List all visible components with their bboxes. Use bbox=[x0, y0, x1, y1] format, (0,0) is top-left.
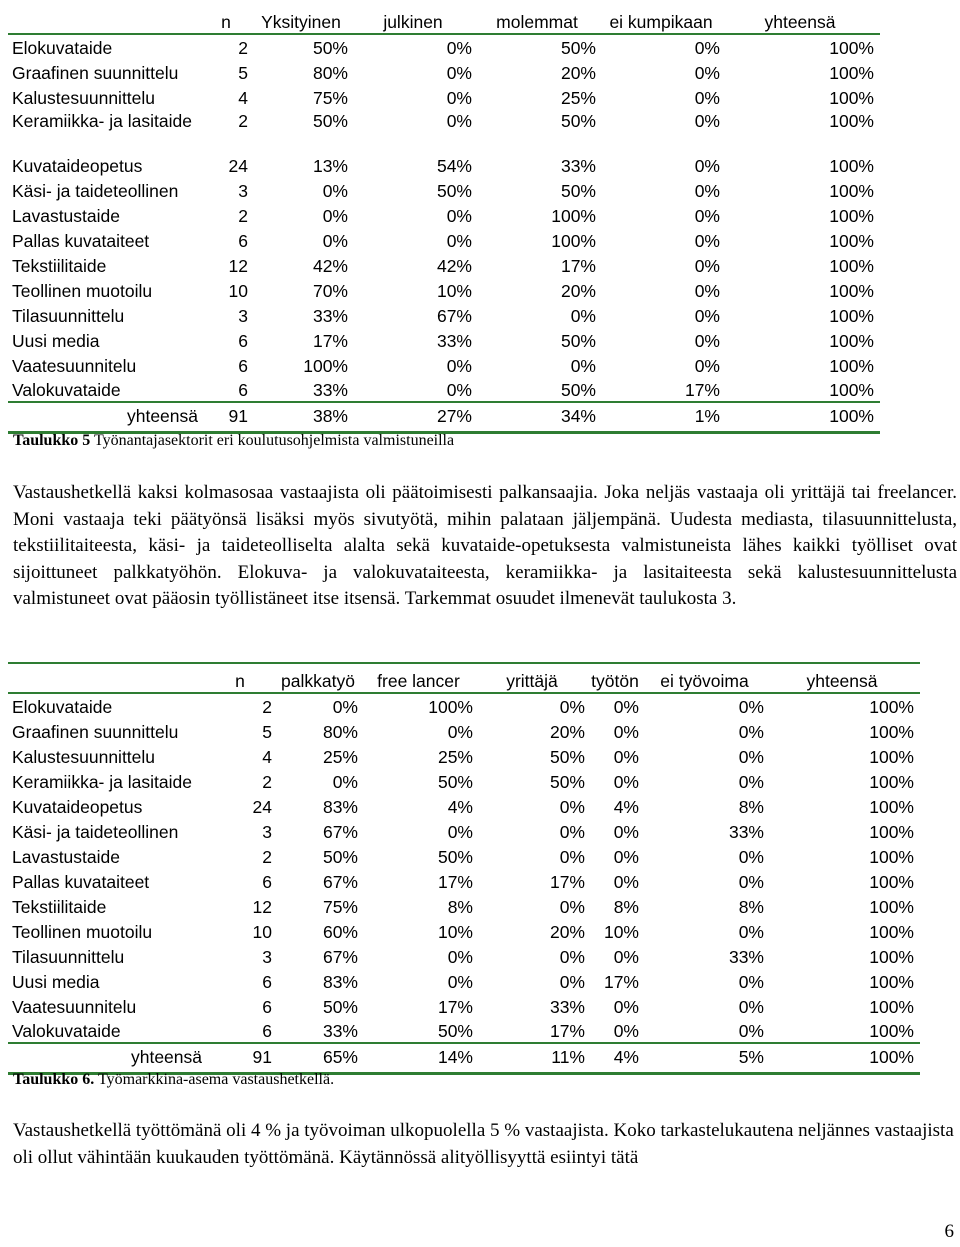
table-cell: 0% bbox=[446, 38, 472, 58]
column-header: molemmat bbox=[496, 12, 578, 32]
table-cell: 0% bbox=[694, 111, 720, 131]
table-cell: 2 bbox=[262, 847, 272, 867]
table-cell: 100% bbox=[869, 797, 914, 817]
table-cell: 17% bbox=[684, 380, 720, 400]
row-label: Valokuvataide bbox=[12, 380, 121, 400]
row-label: Vaatesuunnitelu bbox=[12, 997, 137, 1017]
table-cell: 100% bbox=[829, 331, 874, 351]
table-cell: 50% bbox=[560, 111, 596, 131]
table-cell: 100% bbox=[869, 997, 914, 1017]
total-cell: 4% bbox=[613, 1047, 639, 1068]
table-cell: 100% bbox=[869, 872, 914, 892]
row-label: Lavastustaide bbox=[12, 206, 120, 226]
table-row bbox=[8, 84, 880, 109]
table-cell: 20% bbox=[549, 722, 585, 742]
table-cell: 2 bbox=[262, 697, 272, 717]
table-row bbox=[8, 352, 880, 377]
table-cell: 0% bbox=[694, 88, 720, 108]
table-cell: 50% bbox=[560, 38, 596, 58]
table-cell: 0% bbox=[694, 38, 720, 58]
row-label: Teollinen muotoilu bbox=[12, 922, 153, 942]
row-label: Tilasuunnittelu bbox=[12, 947, 125, 967]
table-cell: 100% bbox=[829, 281, 874, 301]
table-cell: 67% bbox=[322, 947, 358, 967]
table-cell: 0% bbox=[694, 356, 720, 376]
table-row bbox=[8, 718, 920, 743]
table-cell: 100% bbox=[829, 156, 874, 176]
table-cell: 50% bbox=[437, 1021, 473, 1041]
table-cell: 42% bbox=[312, 256, 348, 276]
table-cell: 2 bbox=[238, 111, 248, 131]
table-cell: 0% bbox=[322, 231, 348, 251]
table-row bbox=[8, 893, 920, 918]
table-cell: 0% bbox=[613, 747, 639, 767]
table-cell: 3 bbox=[262, 822, 272, 842]
row-label: Uusi media bbox=[12, 972, 100, 992]
table-cell: 100% bbox=[869, 772, 914, 792]
total-cell: 91 bbox=[252, 1047, 272, 1068]
total-cell: 91 bbox=[228, 406, 248, 427]
table-row bbox=[8, 868, 920, 893]
table-cell: 75% bbox=[312, 88, 348, 108]
table-cell: 100% bbox=[428, 697, 473, 717]
total-label: yhteensä bbox=[130, 1047, 202, 1068]
table-row bbox=[8, 1018, 920, 1043]
row-label: Teollinen muotoilu bbox=[12, 281, 153, 301]
table-cell: 50% bbox=[437, 847, 473, 867]
total-cell: 65% bbox=[322, 1047, 358, 1068]
table-cell: 100% bbox=[829, 306, 874, 326]
table-row bbox=[8, 277, 880, 302]
table-cell: 50% bbox=[437, 772, 473, 792]
table-cell: 17% bbox=[549, 1021, 585, 1041]
table-cell: 100% bbox=[551, 231, 596, 251]
table-cell: 17% bbox=[549, 872, 585, 892]
table-cell: 2 bbox=[238, 206, 248, 226]
table-cell: 3 bbox=[238, 181, 248, 201]
header-blank bbox=[8, 663, 208, 693]
row-label: Kalustesuunnittelu bbox=[12, 88, 156, 108]
table-cell: 0% bbox=[447, 947, 473, 967]
table-cell: 6 bbox=[262, 872, 272, 892]
total-row bbox=[8, 1043, 920, 1073]
table-cell: 100% bbox=[869, 922, 914, 942]
table-cell: 0% bbox=[694, 206, 720, 226]
caption-text: Työmarkkina-asema vastaushetkellä. bbox=[94, 1071, 335, 1088]
table-cell: 6 bbox=[238, 356, 248, 376]
table-cell: 100% bbox=[829, 88, 874, 108]
table-row bbox=[8, 793, 920, 818]
table-cell: 33% bbox=[549, 997, 585, 1017]
column-header: yhteensä bbox=[806, 671, 878, 691]
table-cell: 42% bbox=[436, 256, 472, 276]
table-row bbox=[8, 202, 880, 227]
table-cell: 2 bbox=[262, 772, 272, 792]
table-cell: 6 bbox=[262, 1021, 272, 1041]
table-cell: 0% bbox=[559, 947, 585, 967]
table-row bbox=[8, 993, 920, 1018]
table-cell: 0% bbox=[446, 88, 472, 108]
table-row bbox=[8, 918, 920, 943]
table-cell: 20% bbox=[560, 63, 596, 83]
table-cell: 8% bbox=[613, 897, 639, 917]
table-cell: 0% bbox=[738, 997, 764, 1017]
table-cell: 0% bbox=[570, 306, 596, 326]
table-row bbox=[8, 943, 920, 968]
table-cell: 0% bbox=[559, 797, 585, 817]
table-row bbox=[8, 109, 880, 152]
table-6-caption bbox=[13, 1071, 334, 1089]
table-cell: 33% bbox=[728, 822, 764, 842]
table-cell: 50% bbox=[322, 847, 358, 867]
table-cell: 0% bbox=[446, 356, 472, 376]
row-label: Keramiikka- ja lasitaide bbox=[12, 772, 192, 792]
column-header: free lancer bbox=[377, 671, 460, 691]
page-number: 6 bbox=[944, 1221, 954, 1242]
table-cell: 100% bbox=[829, 206, 874, 226]
row-label: Kuvataideopetus bbox=[12, 156, 143, 176]
table-cell: 6 bbox=[238, 331, 248, 351]
table-cell: 3 bbox=[238, 306, 248, 326]
body-paragraph: Vastaushetkellä työttömänä oli 4 % ja työvoiman ulkopuolella 5 % vastaajista. Koko tarkastelukautena neljännes vastaajista oli ollut vähintään kuukauden työttömänä. Käytännössä alityöllisyyttä esiintyi tätä bbox=[13, 1120, 954, 1168]
table-cell: 0% bbox=[570, 356, 596, 376]
table-cell: 4 bbox=[262, 747, 272, 767]
table-cell: 0% bbox=[332, 697, 358, 717]
table-cell: 6 bbox=[262, 972, 272, 992]
row-label: Elokuvataide bbox=[12, 38, 113, 58]
table-cell: 50% bbox=[560, 380, 596, 400]
table-cell: 100% bbox=[829, 256, 874, 276]
table-cell: 100% bbox=[551, 206, 596, 226]
row-label: Käsi- ja taideteollinen bbox=[12, 181, 179, 201]
table-cell: 6 bbox=[262, 997, 272, 1017]
total-cell: 14% bbox=[437, 1047, 473, 1068]
table-cell: 13% bbox=[312, 156, 348, 176]
table-cell: 8% bbox=[447, 897, 473, 917]
table-cell: 6 bbox=[238, 380, 248, 400]
table-header-row bbox=[8, 663, 920, 693]
row-label: Graafinen suunnittelu bbox=[12, 722, 179, 742]
table-cell: 83% bbox=[322, 972, 358, 992]
table-cell: 0% bbox=[738, 847, 764, 867]
table-cell: 5 bbox=[238, 63, 248, 83]
table-cell: 25% bbox=[437, 747, 473, 767]
table-5-caption bbox=[13, 432, 454, 450]
table-cell: 0% bbox=[613, 722, 639, 742]
table-row bbox=[8, 377, 880, 402]
row-label: Pallas kuvataiteet bbox=[12, 231, 150, 251]
table-cell: 0% bbox=[738, 747, 764, 767]
table-cell: 12 bbox=[228, 256, 248, 276]
table-row bbox=[8, 843, 920, 868]
table-cell: 20% bbox=[560, 281, 596, 301]
table-cell: 12 bbox=[252, 897, 272, 917]
table-cell: 0% bbox=[694, 256, 720, 276]
column-header: ei työvoima bbox=[660, 671, 749, 691]
table-cell: 0% bbox=[738, 1021, 764, 1041]
table-cell: 17% bbox=[312, 331, 348, 351]
column-header: n bbox=[235, 671, 245, 691]
total-cell: 5% bbox=[738, 1047, 764, 1068]
table-cell: 5 bbox=[262, 722, 272, 742]
table-cell: 0% bbox=[446, 206, 472, 226]
table-5 bbox=[8, 6, 880, 434]
table-cell: 10% bbox=[436, 281, 472, 301]
table-cell: 0% bbox=[738, 697, 764, 717]
caption-label: Taulukko 5 bbox=[13, 432, 91, 449]
table-cell: 100% bbox=[869, 847, 914, 867]
total-cell: 1% bbox=[694, 406, 720, 427]
table-cell: 0% bbox=[613, 872, 639, 892]
table-row bbox=[8, 968, 920, 993]
table-cell: 0% bbox=[694, 181, 720, 201]
table-row bbox=[8, 327, 880, 352]
table-cell: 100% bbox=[829, 38, 874, 58]
row-label: Tekstiilitaide bbox=[12, 256, 107, 276]
caption-text: Työnantajasektorit eri koulutusohjelmista valmistuneilla bbox=[90, 432, 455, 449]
table-cell: 0% bbox=[322, 181, 348, 201]
row-label: Lavastustaide bbox=[12, 847, 120, 867]
table-row bbox=[8, 152, 880, 177]
table-cell: 100% bbox=[869, 947, 914, 967]
table-cell: 0% bbox=[447, 822, 473, 842]
table-cell: 0% bbox=[613, 847, 639, 867]
table-cell: 17% bbox=[560, 256, 596, 276]
table-cell: 4 bbox=[238, 88, 248, 108]
table-cell: 2 bbox=[238, 38, 248, 58]
table-cell: 100% bbox=[869, 897, 914, 917]
row-label: Tilasuunnittelu bbox=[12, 306, 125, 326]
table-row bbox=[8, 693, 920, 718]
table-row bbox=[8, 302, 880, 327]
table-cell: 24 bbox=[228, 156, 248, 176]
table-cell: 0% bbox=[322, 206, 348, 226]
column-header: yhteensä bbox=[764, 12, 836, 32]
table-cell: 60% bbox=[322, 922, 358, 942]
table-row bbox=[8, 34, 880, 59]
table-cell: 0% bbox=[559, 972, 585, 992]
body-paragraph: Vastaushetkellä kaksi kolmasosaa vastaajista oli päätoimisesti palkansaajia. Joka neljäs vastaaja oli yrittäjä tai freelancer. Moni vastaaja teki päätyönsä lisäksi myös sivutyötä, mihin palataan jäljempänä. Uudesta mediasta, tilasuunnittelusta, tekstiilitaiteesta, käsi- ja taideteolliselta alalta sekä kuvataide-opetuksesta valmistuneista lähes kaikki työlliset ovat sijoittuneet palkkatyöhön. Elokuva- ja valokuvataiteesta, keramiikka- ja lasitaiteesta sekä kalustesuunnittelusta valmistuneet ovat pääosin työllistäneet itse itsensä. Tarkemmat osuudet ilmenevät taulukosta 3. bbox=[13, 482, 957, 609]
row-label: Tekstiilitaide bbox=[12, 897, 107, 917]
table-cell: 100% bbox=[303, 356, 348, 376]
table-cell: 100% bbox=[829, 63, 874, 83]
table-cell: 83% bbox=[322, 797, 358, 817]
table-cell: 33% bbox=[312, 380, 348, 400]
table-cell: 17% bbox=[437, 872, 473, 892]
table-cell: 0% bbox=[447, 722, 473, 742]
table-cell: 25% bbox=[322, 747, 358, 767]
table-cell: 33% bbox=[728, 947, 764, 967]
table-cell: 50% bbox=[322, 997, 358, 1017]
table-cell: 80% bbox=[322, 722, 358, 742]
row-label: Valokuvataide bbox=[12, 1021, 121, 1041]
column-header: n bbox=[221, 12, 231, 32]
table-cell: 8% bbox=[738, 797, 764, 817]
table-cell: 0% bbox=[613, 947, 639, 967]
table-cell: 0% bbox=[738, 922, 764, 942]
table-cell: 70% bbox=[312, 281, 348, 301]
table-cell: 100% bbox=[869, 972, 914, 992]
table-cell: 50% bbox=[560, 181, 596, 201]
table-cell: 0% bbox=[559, 847, 585, 867]
table-cell: 17% bbox=[603, 972, 639, 992]
table-cell: 50% bbox=[312, 38, 348, 58]
table-cell: 50% bbox=[436, 181, 472, 201]
table-row bbox=[8, 743, 920, 768]
table-cell: 100% bbox=[869, 822, 914, 842]
table-cell: 4% bbox=[447, 797, 473, 817]
row-label: Keramiikka- ja lasitaide bbox=[12, 111, 192, 131]
table-cell: 100% bbox=[869, 722, 914, 742]
table-cell: 100% bbox=[869, 747, 914, 767]
row-label: Kuvataideopetus bbox=[12, 797, 143, 817]
table-cell: 0% bbox=[447, 972, 473, 992]
column-header: palkkatyö bbox=[281, 671, 355, 691]
column-header: työtön bbox=[591, 671, 639, 691]
table-cell: 10 bbox=[228, 281, 248, 301]
table-cell: 33% bbox=[322, 1021, 358, 1041]
row-label: Uusi media bbox=[12, 331, 100, 351]
table-cell: 0% bbox=[694, 306, 720, 326]
column-header: Yksityinen bbox=[261, 12, 341, 32]
total-cell: 100% bbox=[829, 406, 874, 427]
table-cell: 0% bbox=[738, 722, 764, 742]
table-cell: 67% bbox=[436, 306, 472, 326]
total-label: yhteensä bbox=[126, 406, 198, 427]
table-cell: 50% bbox=[549, 747, 585, 767]
table-cell: 6 bbox=[238, 231, 248, 251]
table-cell: 8% bbox=[738, 897, 764, 917]
table-cell: 0% bbox=[613, 1021, 639, 1041]
table-cell: 0% bbox=[694, 281, 720, 301]
row-label: Vaatesuunnitelu bbox=[12, 356, 137, 376]
total-cell: 34% bbox=[560, 406, 596, 427]
table-cell: 20% bbox=[549, 922, 585, 942]
table-cell: 0% bbox=[613, 772, 639, 792]
table-cell: 50% bbox=[312, 111, 348, 131]
table-row bbox=[8, 177, 880, 202]
table-cell: 10% bbox=[603, 922, 639, 942]
table-cell: 0% bbox=[332, 772, 358, 792]
table-cell: 67% bbox=[322, 822, 358, 842]
total-cell: 38% bbox=[312, 406, 348, 427]
table-cell: 0% bbox=[613, 822, 639, 842]
row-label: Käsi- ja taideteollinen bbox=[12, 822, 179, 842]
table-cell: 4% bbox=[613, 797, 639, 817]
table-cell: 0% bbox=[446, 63, 472, 83]
table-cell: 100% bbox=[829, 380, 874, 400]
row-label: Elokuvataide bbox=[12, 697, 113, 717]
table-cell: 3 bbox=[262, 947, 272, 967]
table-cell: 54% bbox=[436, 156, 472, 176]
table-cell: 0% bbox=[738, 872, 764, 892]
table-cell: 100% bbox=[829, 356, 874, 376]
table-row bbox=[8, 59, 880, 84]
table-cell: 100% bbox=[869, 697, 914, 717]
table-cell: 100% bbox=[829, 111, 874, 131]
table-cell: 0% bbox=[694, 63, 720, 83]
row-label: Graafinen suunnittelu bbox=[12, 63, 179, 83]
table-cell: 0% bbox=[559, 897, 585, 917]
table-cell: 50% bbox=[560, 331, 596, 351]
total-cell: 100% bbox=[869, 1047, 914, 1068]
table-cell: 0% bbox=[446, 231, 472, 251]
table-cell: 0% bbox=[613, 997, 639, 1017]
column-header: ei kumpikaan bbox=[609, 12, 713, 32]
row-label: Kalustesuunnittelu bbox=[12, 747, 156, 767]
table-cell: 0% bbox=[559, 822, 585, 842]
table-row bbox=[8, 252, 880, 277]
table-cell: 10% bbox=[437, 922, 473, 942]
header-blank bbox=[8, 6, 204, 34]
table-cell: 100% bbox=[869, 1021, 914, 1041]
total-cell: 27% bbox=[436, 406, 472, 427]
table-cell: 75% bbox=[322, 897, 358, 917]
table-cell: 67% bbox=[322, 872, 358, 892]
total-row bbox=[8, 402, 880, 432]
table-row bbox=[8, 818, 920, 843]
table-cell: 0% bbox=[694, 231, 720, 251]
column-header: yrittäjä bbox=[506, 671, 558, 691]
table-cell: 10 bbox=[252, 922, 272, 942]
table-cell: 0% bbox=[446, 380, 472, 400]
table-cell: 100% bbox=[829, 181, 874, 201]
table-cell: 0% bbox=[694, 331, 720, 351]
total-cell: 11% bbox=[551, 1047, 585, 1068]
table-cell: 100% bbox=[829, 231, 874, 251]
table-cell: 0% bbox=[613, 697, 639, 717]
table-cell: 24 bbox=[252, 797, 272, 817]
table-cell: 33% bbox=[560, 156, 596, 176]
table-row bbox=[8, 227, 880, 252]
table-cell: 0% bbox=[694, 156, 720, 176]
table-header-row bbox=[8, 6, 880, 34]
table-cell: 33% bbox=[312, 306, 348, 326]
row-label: Pallas kuvataiteet bbox=[12, 872, 150, 892]
column-header: julkinen bbox=[383, 12, 443, 32]
table-cell: 0% bbox=[559, 697, 585, 717]
table-row bbox=[8, 768, 920, 793]
table-cell: 17% bbox=[437, 997, 473, 1017]
table-cell: 0% bbox=[738, 972, 764, 992]
table-cell: 33% bbox=[436, 331, 472, 351]
table-cell: 50% bbox=[549, 772, 585, 792]
table-6 bbox=[8, 662, 920, 1075]
table-cell: 80% bbox=[312, 63, 348, 83]
table-cell: 0% bbox=[738, 772, 764, 792]
table-cell: 0% bbox=[446, 111, 472, 131]
caption-label: Taulukko 6. bbox=[13, 1071, 95, 1088]
table-cell: 25% bbox=[560, 88, 596, 108]
